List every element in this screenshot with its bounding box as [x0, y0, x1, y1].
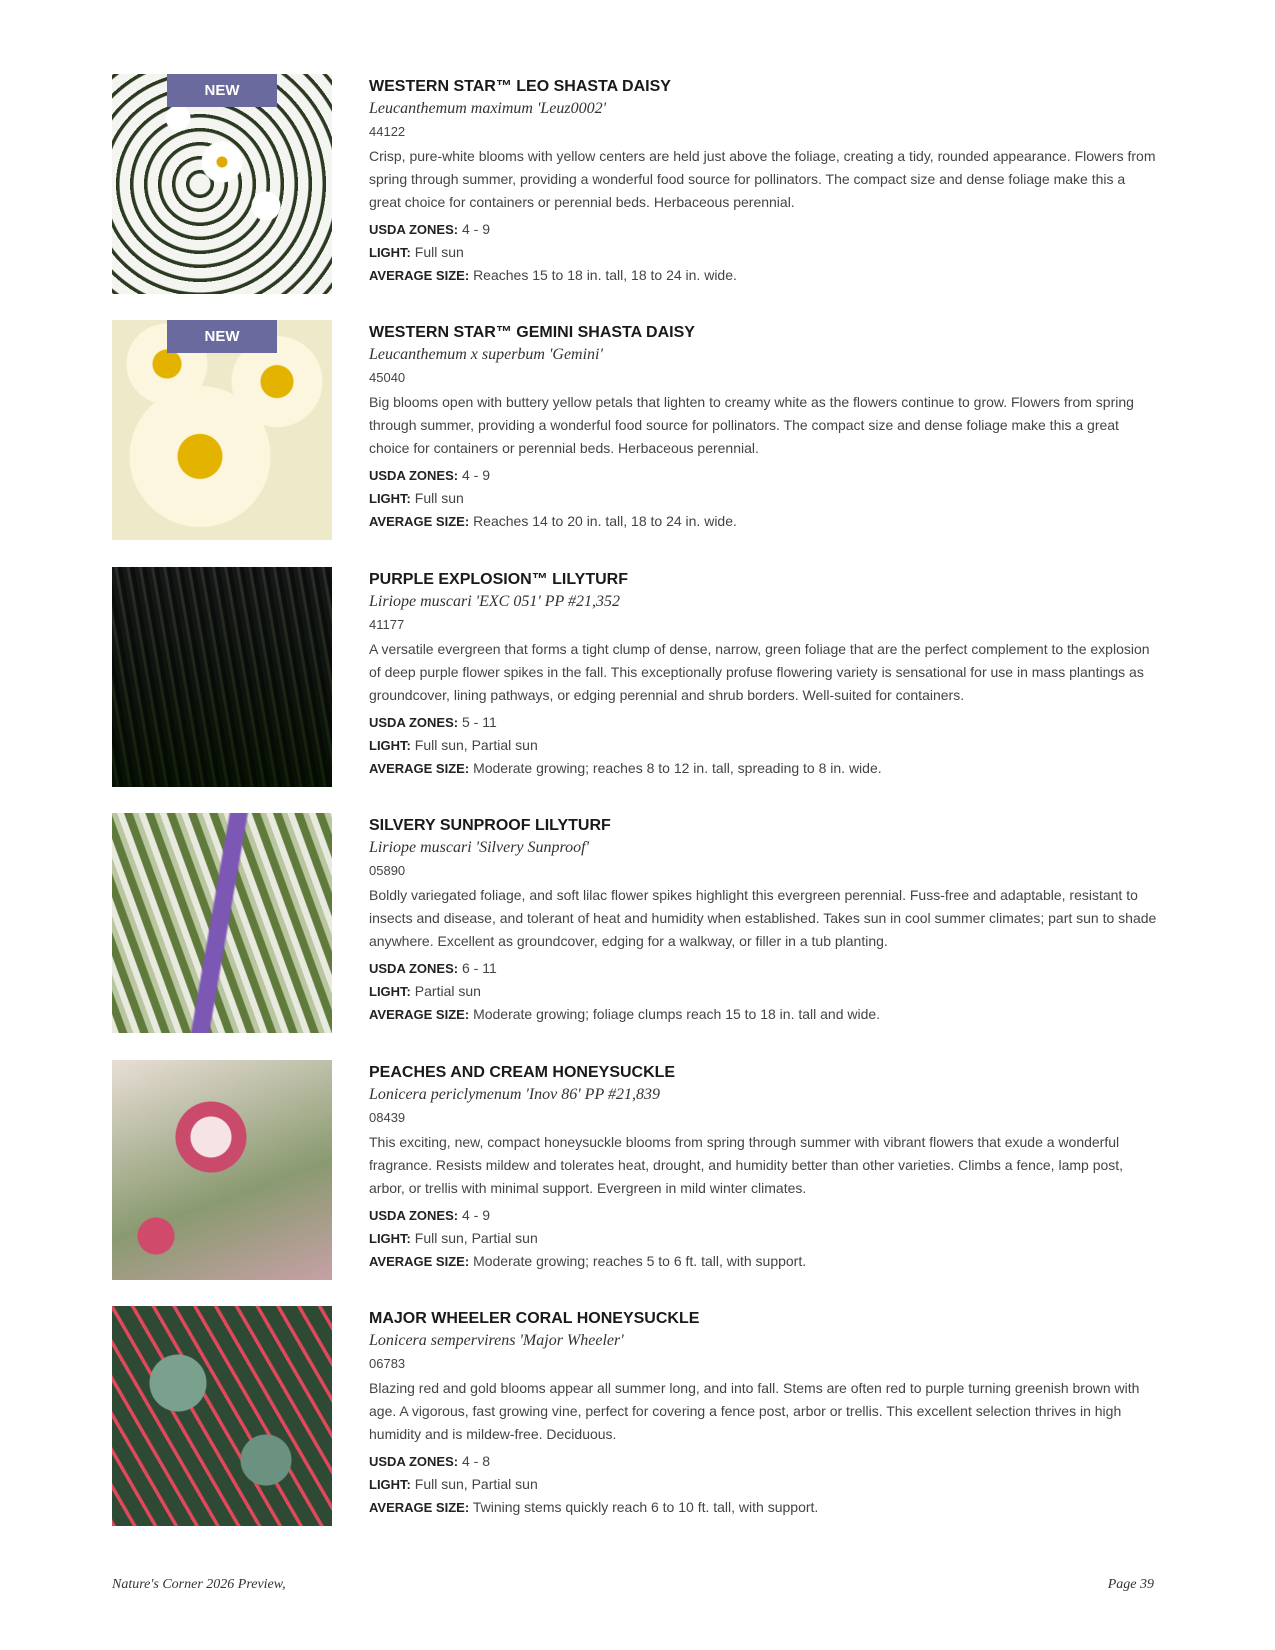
plant-name: MAJOR WHEELER CORAL HONEYSUCKLE [369, 1310, 700, 1327]
size-value: Reaches 14 to 20 in. tall, 18 to 24 in. wide. [473, 513, 737, 529]
botanical-name: Leucanthemum x superbum 'Gemini' [369, 346, 603, 363]
size-label: AVERAGE SIZE: [369, 1007, 470, 1022]
plant-entry [112, 1306, 1157, 1531]
item-code: 08439 [369, 1110, 406, 1125]
light-label: LIGHT: [369, 984, 411, 999]
plant-details [369, 1060, 1159, 1273]
plant-photo [112, 1306, 332, 1526]
light-label: LIGHT: [369, 491, 411, 506]
usda-zones [369, 1450, 1159, 1473]
size-value: Moderate growing; foliage clumps reach 15 to 18 in. tall and wide. [473, 1006, 881, 1022]
light-value: Full sun, Partial sun [414, 1230, 538, 1246]
plant-entry [112, 1060, 1157, 1285]
usda-zones [369, 957, 1159, 980]
zones-label: USDA ZONES: [369, 222, 459, 237]
plant-name: PEACHES AND CREAM HONEYSUCKLE [369, 1064, 676, 1081]
botanical-name: Lonicera periclymenum 'Inov 86' PP #21,839 [369, 1086, 660, 1103]
light-value: Full sun [414, 490, 464, 506]
average-size [369, 757, 1159, 780]
usda-zones [369, 218, 1159, 241]
light-label: LIGHT: [369, 1477, 411, 1492]
light-value: Full sun, Partial sun [414, 1476, 538, 1492]
light-requirement [369, 980, 1159, 1003]
zones-label: USDA ZONES: [369, 1454, 459, 1469]
plant-photo [112, 567, 332, 787]
zones-label: USDA ZONES: [369, 961, 459, 976]
plant-name: WESTERN STAR™ LEO SHASTA DAISY [369, 78, 671, 95]
plant-photo [112, 320, 332, 540]
plant-description: Big blooms open with buttery yellow petals that lighten to creamy white as the flowers continue to grow. Flowers from spring through summer, providing a wonderful food source for pollinators. The compact size and dense foliage make this a great choice for containers or perennial beds. Herbaceous perennial. [369, 394, 1134, 456]
size-value: Twining stems quickly reach 6 to 10 ft. tall, with support. [472, 1499, 819, 1515]
zones-value: 4 - 9 [461, 221, 490, 237]
plant-details [369, 813, 1159, 1026]
size-label: AVERAGE SIZE: [369, 268, 470, 283]
plant-entry [112, 320, 1157, 545]
light-label: LIGHT: [369, 738, 411, 753]
zones-value: 5 - 11 [461, 714, 497, 730]
usda-zones [369, 1204, 1159, 1227]
size-label: AVERAGE SIZE: [369, 761, 470, 776]
light-requirement [369, 487, 1159, 510]
botanical-name: Liriope muscari 'Silvery Sunproof' [369, 839, 590, 856]
plant-name: SILVERY SUNPROOF LILYTURF [369, 817, 611, 834]
light-requirement [369, 241, 1159, 264]
plant-entry [112, 74, 1157, 299]
usda-zones [369, 711, 1159, 734]
usda-zones [369, 464, 1159, 487]
plant-photo [112, 813, 332, 1033]
item-code: 41177 [369, 617, 405, 632]
zones-label: USDA ZONES: [369, 468, 459, 483]
plant-entry [112, 813, 1157, 1038]
item-code: 05890 [369, 863, 406, 878]
light-value: Partial sun [414, 983, 481, 999]
new-badge: NEW [167, 74, 277, 107]
plant-photo [112, 74, 332, 294]
light-requirement [369, 1473, 1159, 1496]
light-label: LIGHT: [369, 245, 411, 260]
zones-label: USDA ZONES: [369, 1208, 459, 1223]
zones-label: USDA ZONES: [369, 715, 459, 730]
plant-details [369, 74, 1159, 287]
plant-details [369, 567, 1159, 780]
light-requirement [369, 734, 1159, 757]
light-value: Full sun, Partial sun [414, 737, 538, 753]
average-size [369, 1250, 1159, 1273]
plant-details [369, 320, 1159, 533]
plant-details [369, 1306, 1159, 1519]
size-value: Moderate growing; reaches 8 to 12 in. tall, spreading to 8 in. wide. [473, 760, 882, 776]
size-label: AVERAGE SIZE: [369, 1500, 470, 1515]
item-code: 45040 [369, 370, 406, 385]
light-value: Full sun [414, 244, 464, 260]
plant-description: Boldly variegated foliage, and soft lilac flower spikes highlight this evergreen perennial. Fuss-free and adaptable, resistant to insects and disease, and tolerant of heat and humidity when established. Takes sun in cool summer climates; part sun to shade anywhere. Excellent as groundcover, edging for a walkway, or filler in a tub planting. [369, 887, 1157, 949]
plant-description: Blazing red and gold blooms appear all summer long, and into fall. Stems are often red to purple turning greenish brown with age. A vigorous, fast growing vine, perfect for covering a fence post, arbor or trellis. This excellent selection thrives in high humidity and is mildew-free. Deciduous. [369, 1380, 1140, 1442]
size-label: AVERAGE SIZE: [369, 1254, 470, 1269]
footer-page-number: Page 39 [1107, 1577, 1154, 1592]
plant-description: A versatile evergreen that forms a tight clump of dense, narrow, green foliage that are the perfect complement to the explosion of deep purple flower spikes in the fall. This exceptionally profuse flowering variety is sensational for use in mass plantings as groundcover, lining pathways, or edging perennial and shrub borders. Well-suited for containers. [369, 641, 1150, 703]
average-size [369, 510, 1159, 533]
plant-description: This exciting, new, compact honeysuckle blooms from spring through summer with vibrant flowers that exude a wonderful fragrance. Resists mildew and tolerates heat, drought, and humidity better than other varieties. Climbs a fence, lamp post, arbor, or trellis with minimal support. Evergreen in mild winter climates. [369, 1134, 1124, 1196]
plant-entry [112, 567, 1157, 792]
item-code: 06783 [369, 1356, 406, 1371]
botanical-name: Leucanthemum maximum 'Leuz0002' [369, 100, 607, 117]
plant-name: PURPLE EXPLOSION™ LILYTURF [369, 571, 628, 588]
zones-value: 6 - 11 [461, 960, 497, 976]
average-size [369, 264, 1159, 287]
zones-value: 4 - 9 [461, 1207, 490, 1223]
light-requirement [369, 1227, 1159, 1250]
plant-photo [112, 1060, 332, 1280]
size-value: Reaches 15 to 18 in. tall, 18 to 24 in. wide. [473, 267, 737, 283]
average-size [369, 1003, 1159, 1026]
botanical-name: Lonicera sempervirens 'Major Wheeler' [369, 1332, 624, 1349]
size-label: AVERAGE SIZE: [369, 514, 470, 529]
new-badge: NEW [167, 320, 277, 353]
footer-catalog-title: Nature's Corner 2026 Preview, [112, 1577, 286, 1592]
zones-value: 4 - 8 [461, 1453, 490, 1469]
plant-name: WESTERN STAR™ GEMINI SHASTA DAISY [369, 324, 695, 341]
zones-value: 4 - 9 [461, 467, 490, 483]
average-size [369, 1496, 1159, 1519]
botanical-name: Liriope muscari 'EXC 051' PP #21,352 [369, 593, 620, 610]
size-value: Moderate growing; reaches 5 to 6 ft. tall, with support. [473, 1253, 807, 1269]
plant-description: Crisp, pure-white blooms with yellow centers are held just above the foliage, creating a tidy, rounded appearance. Flowers from spring through summer, providing a wonderful food source for pollinators. The compact size and dense foliage make this a great choice for containers or perennial beds. Herbaceous perennial. [369, 148, 1156, 210]
light-label: LIGHT: [369, 1231, 411, 1246]
item-code: 44122 [369, 124, 406, 139]
